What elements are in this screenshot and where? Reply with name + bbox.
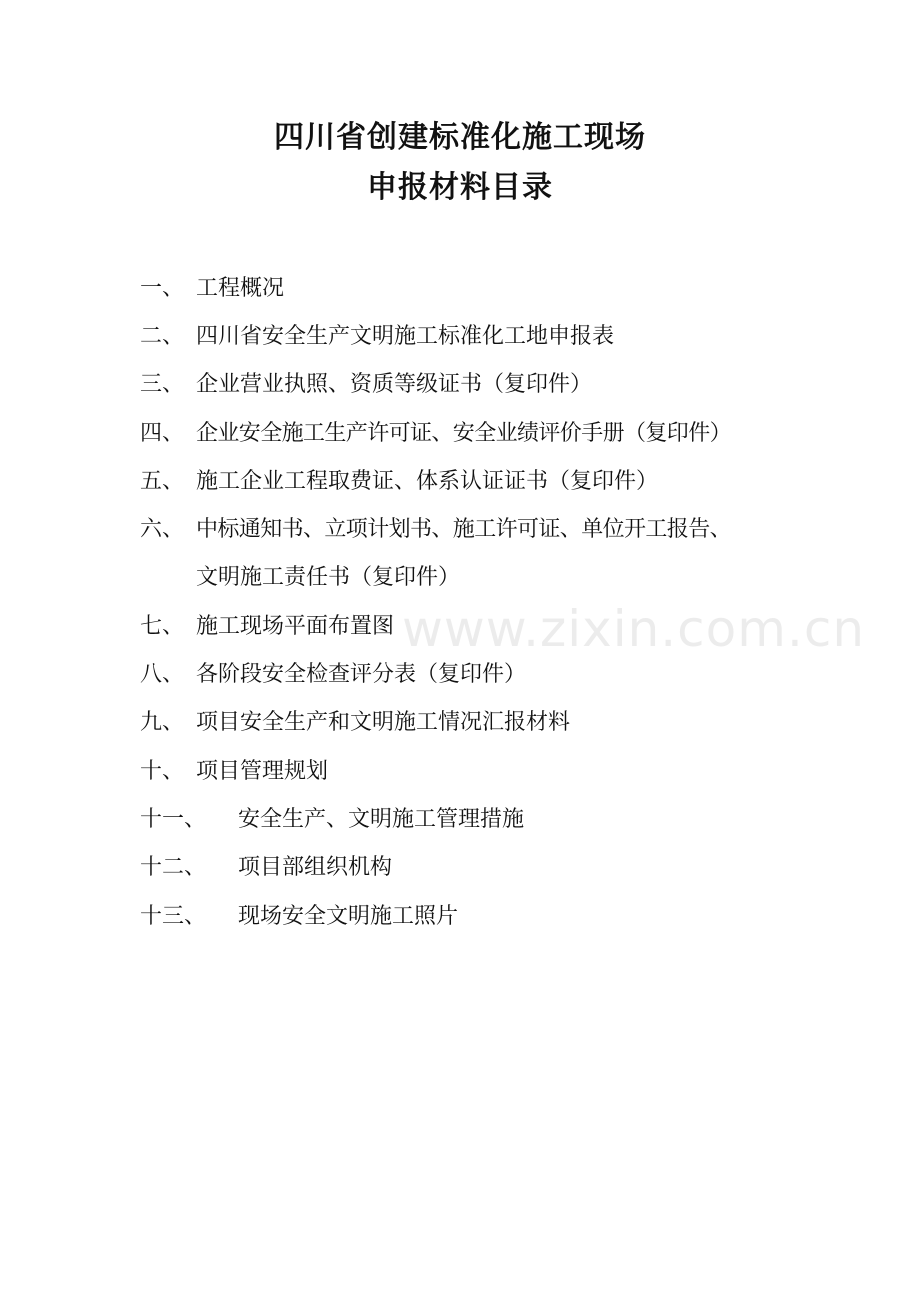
toc-item-number: 五、 (140, 468, 185, 494)
toc-item-number: 九、 (140, 710, 185, 736)
toc-item-number: 十二、 (140, 855, 207, 881)
toc-item-1 (140, 262, 800, 310)
toc-item-5 (140, 455, 800, 503)
toc-item-text: 施工现场平面布置图 (196, 613, 395, 639)
toc-item-text: 现场安全文明施工照片 (238, 903, 459, 929)
toc-item-text: 各阶段安全检查评分表（复印件） (196, 662, 527, 688)
toc-item-4 (140, 407, 800, 455)
toc-item-text: 施工企业工程取费证、体系认证证书（复印件） (196, 468, 659, 494)
toc-item-6 (140, 503, 800, 551)
toc-item-number: 十、 (140, 758, 185, 784)
toc-item-text: 项目安全生产和文明施工情况汇报材料 (196, 710, 571, 736)
page-title-line2: 申报材料目录 (367, 170, 553, 205)
toc-item-number: 一、 (140, 275, 185, 301)
toc-item-number: 七、 (140, 613, 185, 639)
toc-item-number: 十三、 (140, 903, 207, 929)
toc-item-number: 十一、 (140, 806, 207, 832)
toc-item-number: 二、 (140, 323, 185, 349)
toc-item-text: 安全生产、文明施工管理措施 (238, 806, 525, 832)
toc-item-6-continuation (140, 552, 800, 600)
page-title-line1: 四川省创建标准化施工现场 (274, 120, 646, 155)
toc-item-text-continuation: 文明施工责任书（复印件） (196, 565, 461, 591)
toc-item-text: 四川省安全生产文明施工标准化工地申报表 (196, 323, 615, 349)
toc-item-11 (140, 793, 800, 841)
toc-item-10 (140, 745, 800, 793)
toc-item-text: 中标通知书、立项计划书、施工许可证、单位开工报告、 (196, 517, 732, 543)
toc-item-number: 四、 (140, 420, 185, 446)
toc-item-2 (140, 310, 800, 358)
toc-item-9 (140, 697, 800, 745)
toc-item-number: 六、 (140, 517, 185, 543)
toc-item-number: 三、 (140, 372, 185, 398)
toc-item-3 (140, 359, 800, 407)
toc-item-text: 企业安全施工生产许可证、安全业绩评价手册（复印件） (196, 420, 732, 446)
toc-item-text: 项目管理规划 (196, 758, 329, 784)
toc-item-number: 八、 (140, 662, 185, 688)
toc-item-text: 项目部组织机构 (238, 855, 393, 881)
toc-item-13 (140, 890, 800, 938)
toc-item-text: 企业营业执照、资质等级证书（复印件） (196, 372, 593, 398)
watermark: www.zixin.com.cn (402, 600, 866, 658)
toc-item-text: 工程概况 (196, 275, 285, 301)
toc-item-12 (140, 842, 800, 890)
